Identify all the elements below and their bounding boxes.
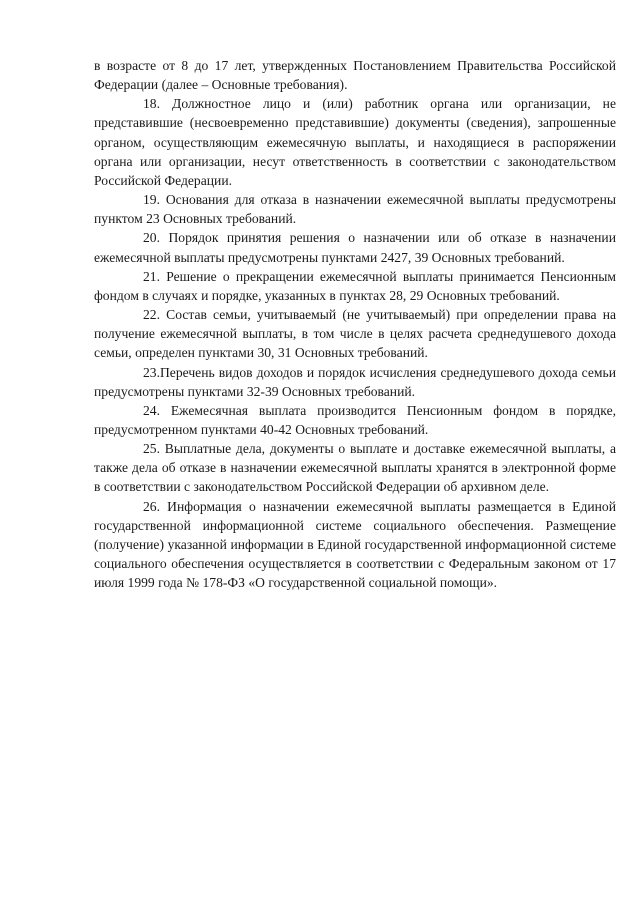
- paragraph-18: 18. Должностное лицо и (или) работник органа или организации, не представившие (несвоевременно представившие) документы (сведения), запрошенные органом, осуществляющим ежемесячную выплаты, и находящиеся в распоряжении органа или организации, несут ответственность в соответствии с законодательством Российской Федерации.: [94, 96, 616, 188]
- paragraph-22: 22. Состав семьи, учитываемый (не учитываемый) при определении права на получение ежемесячной выплаты, в том числе в целях расчета среднедушевого дохода семьи, определен пунктами 30, 31 Основных требований.: [94, 307, 616, 361]
- paragraph-24: 24. Ежемесячная выплата производится Пенсионным фондом в порядке, предусмотренном пунктами 40-42 Основных требований.: [94, 402, 616, 437]
- paragraph-20: 20. Порядок принятия решения о назначении или об отказе в назначении ежемесячной выплаты предусмотрены пунктами 2427, 39 Основных требований.: [94, 230, 616, 265]
- paragraph-23: 23.Перечень видов доходов и порядок исчисления среднедушевого дохода семьи предусмотрены пунктами 32-39 Основных требований.: [94, 364, 616, 399]
- paragraph-continuation: в возрасте от 8 до 17 лет, утвержденных Постановлением Правительства Российской Федерации (далее – Основные требования).: [94, 58, 616, 93]
- paragraph-26: 26. Информация о назначении ежемесячной выплаты размещается в Единой государственной информационной системе социального обеспечения. Размещение (получение) указанной информации в Единой государственной информационной системе социального обеспечения осуществляется в соответствии с Федеральным законом от 17 июля 1999 года № 178-ФЗ «О государственной социальной помощи».: [94, 498, 616, 591]
- paragraph-21: 21. Решение о прекращении ежемесячной выплаты принимается Пенсионным фондом в случаях и порядке, указанных в пунктах 28, 29 Основных требований.: [94, 268, 616, 303]
- paragraph-19: 19. Основания для отказа в назначении ежемесячной выплаты предусмотрены пунктом 23 Основных требований.: [94, 192, 616, 227]
- document-page: [94, 56, 616, 592]
- paragraph-25: 25. Выплатные дела, документы о выплате и доставке ежемесячной выплаты, а также дела об отказе в назначении ежемесячной выплаты хранятся в электронной форме в соответствии с законодательством Российской Федерации об архивном деле.: [94, 441, 616, 495]
